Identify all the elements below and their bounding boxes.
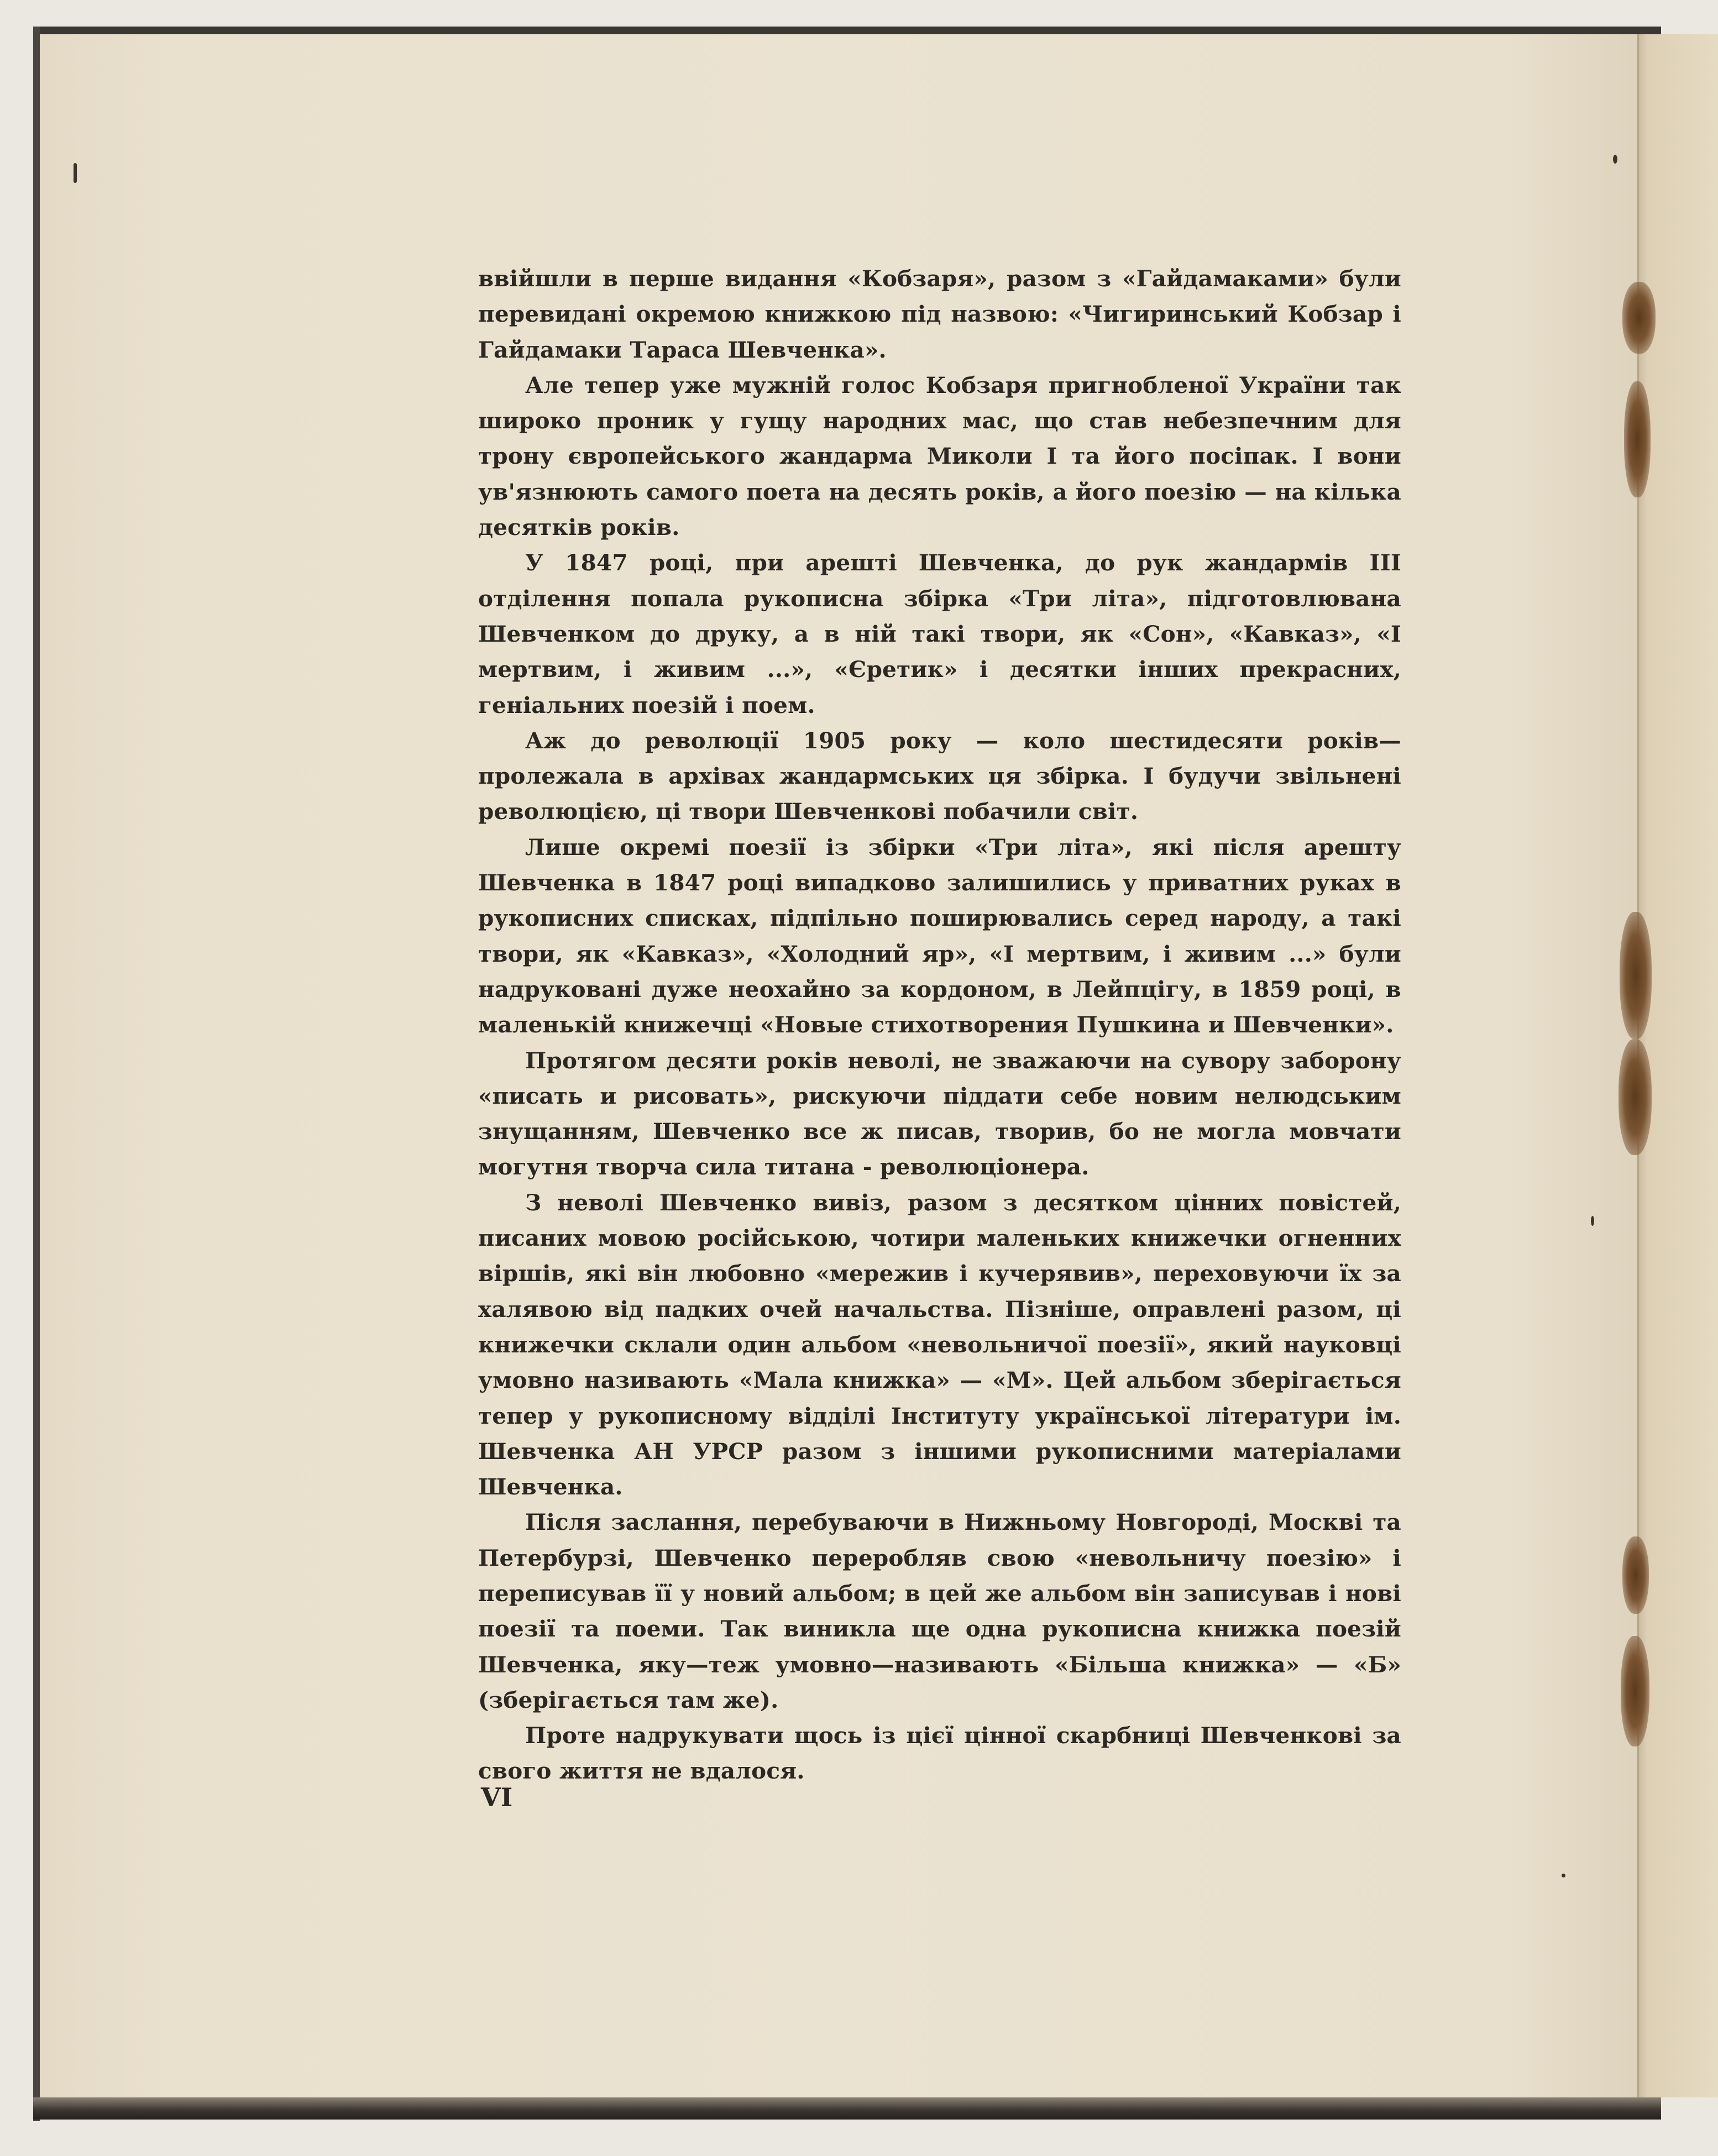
paragraph: Аж до революції 1905 року — коло шестидесяти років—пролежала в архівах жандармських ця збірка. І будучи звільнені революцією, ці твори Шевченкові побачили світ. bbox=[478, 727, 1401, 825]
page-number: VI bbox=[481, 1782, 513, 1812]
paragraph: У 1847 році, при арешті Шевченка, до рук жандармів III отділення попала рукописна збірка «Три літа», підготовлювана Шевченком до друку, а в ній такі твори, як «Сон», «Кавказ», «І мертвим, і живим ...», «Єретик» і десятки інших прекрасних, геніальних поезій і поем. bbox=[478, 549, 1401, 718]
ink-speck bbox=[1591, 1216, 1594, 1226]
book-bottom-edge bbox=[33, 2097, 1661, 2120]
book-top-edge bbox=[33, 27, 1661, 34]
paragraph: Проте надрукувати щось із цієї цінної скарбниці Шевченкові за свого життя не вдалося. bbox=[478, 1722, 1401, 1785]
rust-stain bbox=[1620, 912, 1652, 1039]
rust-stain bbox=[1624, 381, 1651, 497]
body-text bbox=[478, 261, 1401, 1789]
paragraph: ввійшли в перше видання «Кобзаря», разом з «Гайдамаками» були перевидані окремою книжкою під назвою: «Чигиринський Кобзар і Гайдамаки Тараса Шевченка». bbox=[478, 265, 1401, 363]
paragraph: Лише окремі поезії із збірки «Три літа», які після арешту Шевченка в 1847 році випадково залишились у приватних руках в рукописних списках, підпільно поширювались серед народу, а такі твори, як «Кавказ», «Холодний яр», «І мертвим, і живим ...» були надруковані дуже неохайно за кордоном, в Лейпцігу, в 1859 році, в маленькій книжечці «Новые стихотворения Пушкина и Шевченки». bbox=[478, 833, 1401, 1038]
ink-speck bbox=[1613, 155, 1617, 164]
book-left-edge bbox=[33, 27, 40, 2121]
ink-speck bbox=[74, 163, 77, 183]
paragraph: Але тепер уже мужній голос Кобзаря пригнобленої України так широко проник у гущу народних мас, що став небезпечним для трону європейського жандарма Миколи I та його посіпак. І вони ув'язнюють самого поета на десять років, а його поезію — на кілька десятків років. bbox=[478, 371, 1401, 541]
rust-stain bbox=[1621, 1636, 1649, 1746]
rust-stain bbox=[1622, 282, 1656, 354]
ink-speck bbox=[1562, 1874, 1565, 1877]
rust-stain bbox=[1619, 1039, 1652, 1155]
paragraph: З неволі Шевченко вивіз, разом з десятком цінних повістей, писаних мовою російською, чотири маленьких книжечки огненних віршів, які він любовно «мережив і кучерявив», переховуючи їх за халявою від падких очей начальства. Пізніше, оправлені разом, ці книжечки склали один альбом «невольничої поезії», який науковці умовно називають «Мала книжка» — «М». Цей альбом зберігається тепер у рукописному відділі Інституту української літератури ім. Шевченка АН УРСР разом з іншими рукописними матеріалами Шевченка. bbox=[478, 1189, 1401, 1501]
rust-stain bbox=[1622, 1536, 1649, 1614]
paragraph: Після заслання, перебуваючи в Нижньому Новгороді, Москві та Петербурзі, Шевченко переробляв свою «невольничу поезію» і переписував її у новий альбом; в цей же альбом він записував і нові поезії та поеми. Так виникла ще одна рукописна книжка поезій Шевченка, яку—теж умовно—називають «Більша книжка» — «Б» (зберігається там же). bbox=[478, 1509, 1401, 1713]
paragraph: Протягом десяти років неволі, не зважаючи на сувору заборону «писать и рисовать», рискуючи піддати себе новим нелюдським знущанням, Шевченко все ж писав, творив, бо не могла мовчати могутня творча сила титана - революціонера. bbox=[478, 1047, 1401, 1181]
